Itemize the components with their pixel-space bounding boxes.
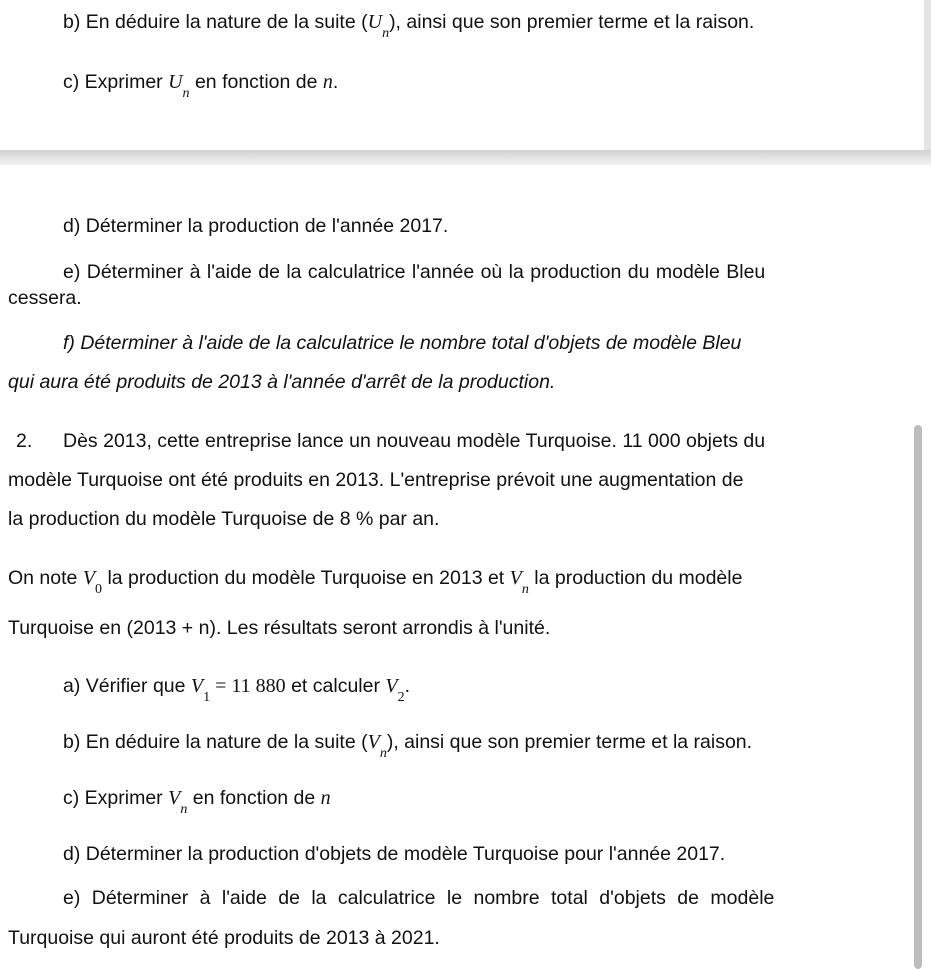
page-edge [924, 0, 931, 150]
question-2-note-line2: Turquoise en (2013 + n). Les résultats seront arrondis à l'unité. [8, 617, 551, 639]
question-1b [63, 10, 755, 41]
page-divider [0, 150, 931, 165]
math-var: V [509, 567, 522, 589]
question-1e-line2: cessera. [8, 287, 82, 309]
question-1e-line1: e) Déterminer à l'aide de la calculatrice l'année où la production du modèle Bleu [63, 261, 766, 283]
question-1d: d) Déterminer la production de l'année 2017. [63, 215, 449, 237]
text: c) Exprimer [63, 787, 169, 809]
text: en fonction de [189, 71, 323, 93]
math-sub: 2 [397, 690, 405, 705]
math-sub: n [180, 802, 188, 817]
text: . [332, 71, 339, 93]
text: et calculer [285, 675, 386, 697]
math-sub: n [521, 582, 529, 597]
text: c) Exprimer [63, 71, 169, 93]
math-var: V [367, 731, 380, 753]
question-2a [63, 674, 411, 705]
math-var: n [322, 71, 333, 93]
math-var: V [168, 787, 181, 809]
math-sub: 0 [95, 582, 103, 597]
question-1f-line1: f) Déterminer à l'aide de la calculatrice le nombre total d'objets de modèle Bleu [63, 332, 742, 354]
text: la production du modèle Turquoise en 2013 et [102, 567, 510, 589]
text: ), ainsi que son premier terme et la raison. [386, 731, 753, 753]
math-var: V [82, 567, 96, 589]
question-2-note-line1 [8, 566, 743, 597]
text: en fonction de [187, 787, 321, 809]
text: a) Vérifier que [63, 675, 191, 697]
math-sub: n [379, 746, 387, 761]
scrollbar-thumb[interactable] [914, 425, 922, 969]
math-sub: 1 [203, 690, 211, 705]
question-2b [63, 730, 753, 761]
math-equation: = 11 880 [210, 675, 286, 697]
text: b) En déduire la nature de la suite ( [63, 11, 368, 33]
text: b) En déduire la nature de la suite ( [63, 731, 368, 753]
math-var: V [385, 675, 398, 697]
math-var: U [168, 71, 183, 93]
question-2-intro-line3: la production du modèle Turquoise de 8 % par an. [8, 508, 440, 530]
question-2d: d) Déterminer la production d'objets de modèle Turquoise pour l'année 2017. [63, 843, 726, 865]
math-sub: n [382, 26, 390, 41]
question-1c [63, 70, 339, 101]
question-2e-line2: Turquoise qui auront été produits de 2013 à 2021. [8, 927, 440, 949]
text: On note [8, 567, 83, 589]
question-2-number: 2. [16, 430, 33, 452]
text: . [404, 675, 411, 697]
text: la production du modèle [528, 567, 743, 589]
text: ), ainsi que son premier terme et la raison. [389, 11, 755, 33]
question-1f-line2: qui aura été produits de 2013 à l'année d'arrêt de la production. [8, 371, 556, 393]
question-2c [63, 786, 331, 817]
math-sub: n [182, 86, 190, 101]
question-2-intro-line2: modèle Turquoise ont été produits en 2013. L'entreprise prévoit une augmentation de [8, 469, 744, 491]
question-2e-line1: e) Déterminer à l'aide de la calculatrice le nombre total d'objets de modèle [63, 887, 775, 909]
math-var: n [320, 787, 331, 809]
question-2-intro-line1: Dès 2013, cette entreprise lance un nouveau modèle Turquoise. 11 000 objets du [63, 430, 766, 452]
math-var: V [190, 675, 204, 697]
math-var: U [367, 11, 383, 33]
